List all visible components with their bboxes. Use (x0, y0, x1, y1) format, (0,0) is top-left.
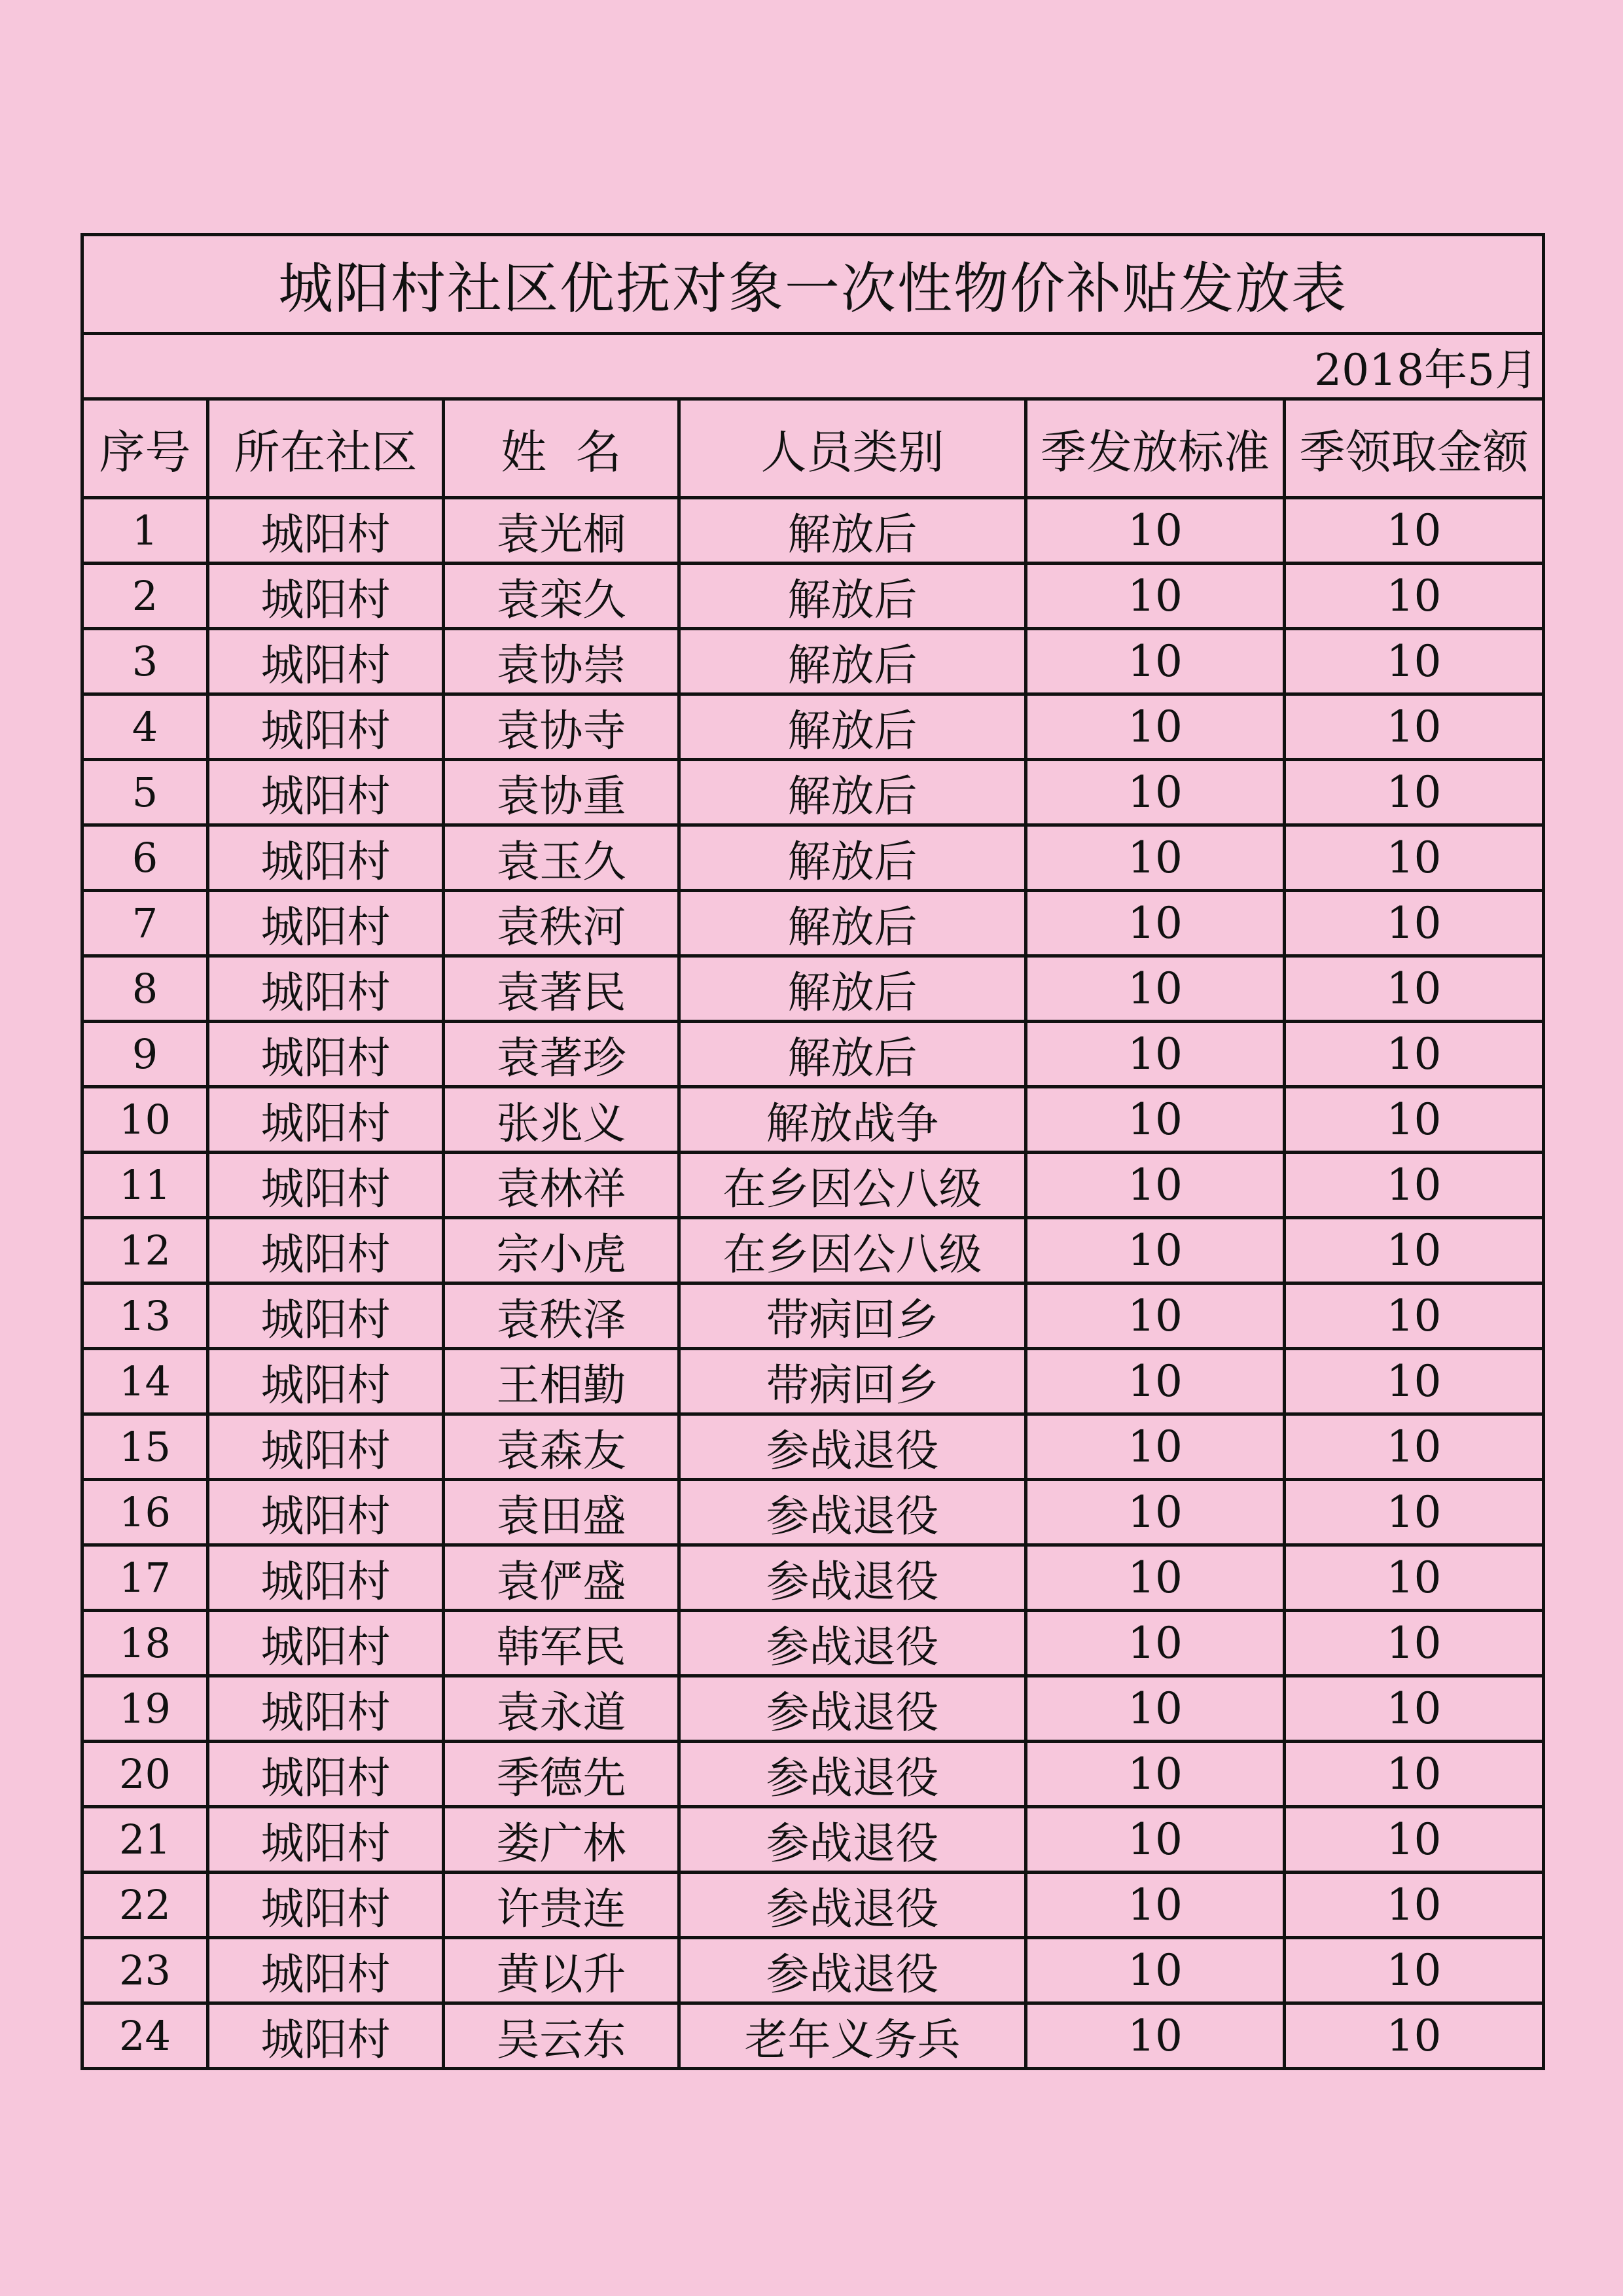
cell-amount: 10 (1285, 498, 1544, 564)
table-row (82, 1349, 1544, 1414)
cell-category: 带病回乡 (679, 1349, 1026, 1414)
cell-category: 解放后 (679, 564, 1026, 629)
cell-community: 城阳村 (208, 1480, 444, 1545)
cell-name: 袁秩泽 (444, 1283, 679, 1349)
cell-community: 城阳村 (208, 1807, 444, 1873)
cell-name: 袁田盛 (444, 1480, 679, 1545)
cell-standard: 10 (1026, 1611, 1285, 1676)
cell-amount: 10 (1285, 564, 1544, 629)
cell-community: 城阳村 (208, 825, 444, 891)
cell-category: 解放战争 (679, 1087, 1026, 1153)
cell-standard: 10 (1026, 891, 1285, 956)
cell-community: 城阳村 (208, 1087, 444, 1153)
table-row (82, 564, 1544, 629)
table-row (82, 1938, 1544, 2003)
cell-community: 城阳村 (208, 1022, 444, 1087)
header-name: 姓 名 (444, 399, 679, 498)
table-row (82, 891, 1544, 956)
cell-index: 20 (82, 1742, 208, 1807)
cell-standard: 10 (1026, 1414, 1285, 1480)
cell-community: 城阳村 (208, 498, 444, 564)
cell-index: 12 (82, 1218, 208, 1283)
cell-amount: 10 (1285, 1611, 1544, 1676)
cell-standard: 10 (1026, 1938, 1285, 2003)
cell-community: 城阳村 (208, 694, 444, 760)
cell-category: 解放后 (679, 956, 1026, 1022)
table-row (82, 1283, 1544, 1349)
cell-amount: 10 (1285, 956, 1544, 1022)
cell-standard: 10 (1026, 1218, 1285, 1283)
cell-category: 解放后 (679, 694, 1026, 760)
cell-name: 袁永道 (444, 1676, 679, 1742)
cell-category: 在乡因公八级 (679, 1218, 1026, 1283)
table-row (82, 956, 1544, 1022)
cell-category: 参战退役 (679, 1414, 1026, 1480)
cell-name: 娄广林 (444, 1807, 679, 1873)
cell-index: 10 (82, 1087, 208, 1153)
cell-category: 在乡因公八级 (679, 1153, 1026, 1218)
cell-standard: 10 (1026, 1676, 1285, 1742)
cell-amount: 10 (1285, 2003, 1544, 2069)
cell-index: 11 (82, 1153, 208, 1218)
date-row (82, 334, 1544, 399)
cell-community: 城阳村 (208, 1414, 444, 1480)
cell-category: 参战退役 (679, 1545, 1026, 1611)
table-row (82, 1153, 1544, 1218)
cell-name: 袁俨盛 (444, 1545, 679, 1611)
header-row (82, 399, 1544, 498)
cell-community: 城阳村 (208, 1676, 444, 1742)
cell-name: 袁著珍 (444, 1022, 679, 1087)
cell-standard: 10 (1026, 694, 1285, 760)
table-row (82, 1480, 1544, 1545)
cell-standard: 10 (1026, 760, 1285, 825)
cell-index: 3 (82, 629, 208, 694)
cell-amount: 10 (1285, 825, 1544, 891)
cell-index: 8 (82, 956, 208, 1022)
cell-name: 袁玉久 (444, 825, 679, 891)
cell-amount: 10 (1285, 1414, 1544, 1480)
cell-category: 带病回乡 (679, 1283, 1026, 1349)
table-row (82, 1807, 1544, 1873)
cell-community: 城阳村 (208, 1153, 444, 1218)
cell-amount: 10 (1285, 1480, 1544, 1545)
cell-amount: 10 (1285, 629, 1544, 694)
cell-category: 参战退役 (679, 1742, 1026, 1807)
cell-name: 袁协寺 (444, 694, 679, 760)
cell-community: 城阳村 (208, 1283, 444, 1349)
cell-category: 参战退役 (679, 1938, 1026, 2003)
cell-name: 袁光桐 (444, 498, 679, 564)
cell-community: 城阳村 (208, 629, 444, 694)
cell-community: 城阳村 (208, 1349, 444, 1414)
table-row (82, 1414, 1544, 1480)
table-row (82, 2003, 1544, 2069)
cell-community: 城阳村 (208, 1873, 444, 1938)
cell-community: 城阳村 (208, 956, 444, 1022)
cell-standard: 10 (1026, 1873, 1285, 1938)
cell-name: 张兆义 (444, 1087, 679, 1153)
cell-amount: 10 (1285, 1545, 1544, 1611)
cell-category: 解放后 (679, 629, 1026, 694)
cell-standard: 10 (1026, 564, 1285, 629)
table-row (82, 1873, 1544, 1938)
cell-name: 吴云东 (444, 2003, 679, 2069)
cell-category: 参战退役 (679, 1873, 1026, 1938)
cell-standard: 10 (1026, 825, 1285, 891)
cell-category: 参战退役 (679, 1676, 1026, 1742)
cell-index: 23 (82, 1938, 208, 2003)
cell-index: 14 (82, 1349, 208, 1414)
cell-standard: 10 (1026, 629, 1285, 694)
cell-index: 15 (82, 1414, 208, 1480)
cell-community: 城阳村 (208, 1938, 444, 2003)
cell-amount: 10 (1285, 891, 1544, 956)
cell-community: 城阳村 (208, 1545, 444, 1611)
table-row (82, 1087, 1544, 1153)
cell-index: 6 (82, 825, 208, 891)
cell-amount: 10 (1285, 1938, 1544, 2003)
table-row (82, 694, 1544, 760)
cell-community: 城阳村 (208, 891, 444, 956)
cell-standard: 10 (1026, 1087, 1285, 1153)
header-community: 所在社区 (208, 399, 444, 498)
cell-standard: 10 (1026, 498, 1285, 564)
cell-standard: 10 (1026, 1022, 1285, 1087)
table-row (82, 629, 1544, 694)
cell-category: 参战退役 (679, 1480, 1026, 1545)
cell-category: 解放后 (679, 891, 1026, 956)
cell-standard: 10 (1026, 2003, 1285, 2069)
cell-category: 解放后 (679, 498, 1026, 564)
cell-index: 21 (82, 1807, 208, 1873)
cell-amount: 10 (1285, 694, 1544, 760)
table-row (82, 1545, 1544, 1611)
cell-index: 19 (82, 1676, 208, 1742)
cell-index: 16 (82, 1480, 208, 1545)
cell-standard: 10 (1026, 1742, 1285, 1807)
header-standard: 季发放标准 (1026, 399, 1285, 498)
cell-name: 袁协崇 (444, 629, 679, 694)
cell-index: 4 (82, 694, 208, 760)
cell-standard: 10 (1026, 1283, 1285, 1349)
cell-amount: 10 (1285, 1807, 1544, 1873)
cell-name: 王相勤 (444, 1349, 679, 1414)
cell-index: 2 (82, 564, 208, 629)
table-row (82, 1022, 1544, 1087)
cell-name: 季德先 (444, 1742, 679, 1807)
table-row (82, 1611, 1544, 1676)
table-row (82, 498, 1544, 564)
cell-amount: 10 (1285, 1349, 1544, 1414)
cell-standard: 10 (1026, 1807, 1285, 1873)
cell-category: 老年义务兵 (679, 2003, 1026, 2069)
cell-community: 城阳村 (208, 564, 444, 629)
cell-category: 参战退役 (679, 1611, 1026, 1676)
cell-amount: 10 (1285, 1022, 1544, 1087)
cell-name: 袁栾久 (444, 564, 679, 629)
cell-index: 1 (82, 498, 208, 564)
table-row (82, 1676, 1544, 1742)
cell-standard: 10 (1026, 1480, 1285, 1545)
cell-index: 17 (82, 1545, 208, 1611)
cell-name: 宗小虎 (444, 1218, 679, 1283)
cell-name: 袁协重 (444, 760, 679, 825)
cell-name: 袁森友 (444, 1414, 679, 1480)
cell-community: 城阳村 (208, 1611, 444, 1676)
cell-community: 城阳村 (208, 1218, 444, 1283)
title-row (82, 235, 1544, 334)
cell-amount: 10 (1285, 1153, 1544, 1218)
cell-community: 城阳村 (208, 760, 444, 825)
cell-amount: 10 (1285, 1676, 1544, 1742)
cell-amount: 10 (1285, 1742, 1544, 1807)
subsidy-table (80, 233, 1545, 2070)
cell-index: 13 (82, 1283, 208, 1349)
cell-amount: 10 (1285, 760, 1544, 825)
cell-amount: 10 (1285, 1087, 1544, 1153)
cell-amount: 10 (1285, 1218, 1544, 1283)
cell-category: 参战退役 (679, 1807, 1026, 1873)
cell-standard: 10 (1026, 1545, 1285, 1611)
header-amount: 季领取金额 (1285, 399, 1544, 498)
cell-index: 7 (82, 891, 208, 956)
table-row (82, 1742, 1544, 1807)
cell-standard: 10 (1026, 1153, 1285, 1218)
cell-amount: 10 (1285, 1283, 1544, 1349)
cell-index: 24 (82, 2003, 208, 2069)
cell-standard: 10 (1026, 956, 1285, 1022)
cell-name: 袁秩河 (444, 891, 679, 956)
cell-index: 5 (82, 760, 208, 825)
cell-community: 城阳村 (208, 2003, 444, 2069)
cell-index: 22 (82, 1873, 208, 1938)
cell-category: 解放后 (679, 825, 1026, 891)
header-index: 序号 (82, 399, 208, 498)
header-category: 人员类别 (679, 399, 1026, 498)
cell-index: 18 (82, 1611, 208, 1676)
table-title: 城阳村社区优抚对象一次性物价补贴发放表 (82, 235, 1544, 334)
cell-category: 解放后 (679, 760, 1026, 825)
cell-name: 韩军民 (444, 1611, 679, 1676)
cell-name: 袁著民 (444, 956, 679, 1022)
cell-amount: 10 (1285, 1873, 1544, 1938)
table-date: 2018年5月 (82, 334, 1544, 399)
cell-name: 黄以升 (444, 1938, 679, 2003)
table-row (82, 760, 1544, 825)
table-row (82, 825, 1544, 891)
cell-standard: 10 (1026, 1349, 1285, 1414)
cell-category: 解放后 (679, 1022, 1026, 1087)
cell-index: 9 (82, 1022, 208, 1087)
cell-name: 许贵连 (444, 1873, 679, 1938)
table-row (82, 1218, 1544, 1283)
cell-community: 城阳村 (208, 1742, 444, 1807)
table-body (82, 498, 1544, 2069)
cell-name: 袁林祥 (444, 1153, 679, 1218)
